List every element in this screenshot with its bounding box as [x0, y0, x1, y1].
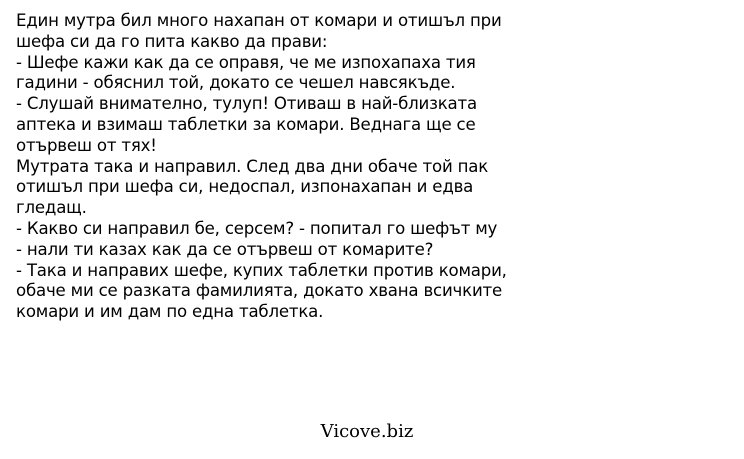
joke-text	[16, 11, 732, 323]
joke-line: Мутрата така и направил. След два дни обаче той пак	[16, 156, 489, 176]
joke-line: гледащ.	[16, 198, 87, 218]
joke-line: аптека и взимаш таблетки за комари. Веднага ще се	[16, 114, 476, 134]
joke-line: Един мутра бил много нахапан от комари и отишъл при	[16, 11, 502, 30]
joke-line: гадини - обяснил той, докато се чешел навсякъде.	[16, 73, 456, 93]
site-watermark: Vicove.biz	[320, 421, 414, 442]
joke-line: обаче ми се разката фамилията, докато хвана всичките	[16, 281, 503, 301]
joke-line: - Слушай внимателно, тулуп! Отиваш в най-близката	[16, 94, 477, 114]
joke-line: - Какво си направил бе, серсем? - попитал го шефът му	[16, 218, 498, 238]
joke-line: комари и им дам по една таблетка.	[16, 302, 324, 322]
joke-line: шефа си да го пита какво да прави:	[16, 31, 328, 51]
joke-line: - Шефе кажи как да се оправя, че ме изпохапаха тия	[16, 52, 476, 72]
joke-line: - Така и направих шефе, купих таблетки против комари,	[16, 260, 507, 280]
joke-line: отървеш от тях!	[16, 135, 157, 155]
joke-line: отишъл при шефа си, недоспал, изпонахапан и едва	[16, 177, 474, 197]
joke-line: - нали ти казах как да се отървеш от комарите?	[16, 239, 434, 259]
